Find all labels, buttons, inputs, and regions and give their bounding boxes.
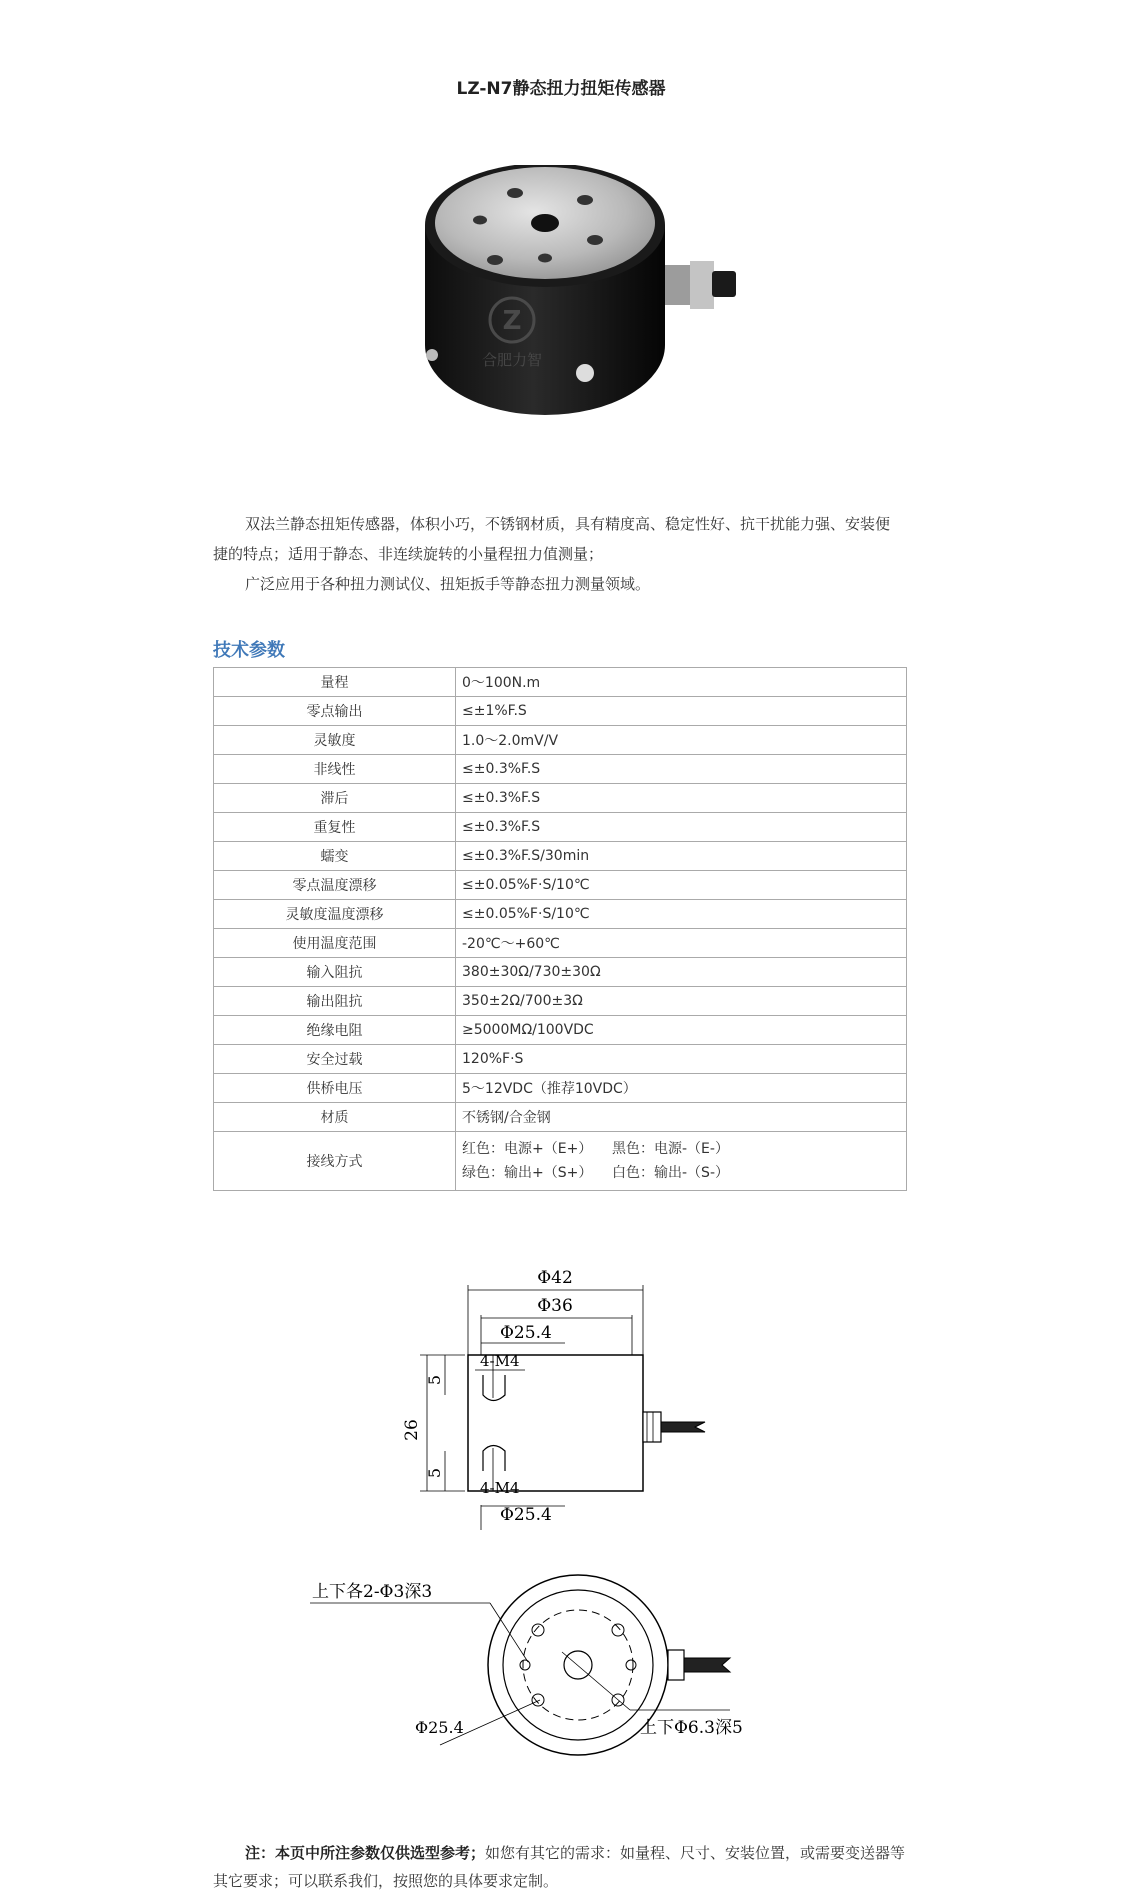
spec-value: 5～12VDC（推荐10VDC）: [456, 1074, 907, 1103]
wire-green: 绿色：输出+（S+）: [462, 1165, 593, 1181]
side-view-drawing: [375, 1230, 735, 1530]
wire-red: 红色：电源+（E+）: [462, 1141, 593, 1157]
spec-value: 1.0～2.0mV/V: [456, 726, 907, 755]
center-hole: [531, 214, 559, 232]
spec-value: ≤±0.3%F.S: [456, 755, 907, 784]
watermark-text: 合肥力智: [481, 351, 543, 369]
spec-row: [214, 726, 907, 755]
spec-row: [214, 1103, 907, 1132]
label-holes: 上下各2-Φ3深3: [312, 1582, 433, 1602]
note-text: 如您有其它的需求：如量程、尺寸、安装位置，或需要变送器等其它要求；可以联系我们，按照您的具体要求定制。: [213, 1844, 906, 1890]
spec-row: [214, 784, 907, 813]
spec-key: 灵敏度温度漂移: [214, 900, 456, 929]
label-d254: Φ25.4: [415, 1718, 464, 1737]
spec-key: 滞后: [214, 784, 456, 813]
note-bold: 注：本页中所注参数仅供选型参考；: [245, 1844, 486, 1862]
dim-d42: Φ42: [537, 1268, 573, 1288]
dim-m4-bot: 4-M4: [480, 1479, 520, 1497]
spec-value: ≤±0.05%F·S/10℃: [456, 900, 907, 929]
footer-note: [213, 1839, 913, 1895]
spec-table: [213, 667, 907, 1191]
spec-value: ≤±0.3%F.S/30min: [456, 842, 907, 871]
spec-row: [214, 1074, 907, 1103]
spec-key: 材质: [214, 1103, 456, 1132]
spec-row: [214, 987, 907, 1016]
spec-value: ≥5000MΩ/100VDC: [456, 1016, 907, 1045]
spec-value: 350±2Ω/700±3Ω: [456, 987, 907, 1016]
spec-key: 零点温度漂移: [214, 871, 456, 900]
spec-key: 输出阻抗: [214, 987, 456, 1016]
hole-icon: [532, 1624, 544, 1636]
spec-key: 接线方式: [214, 1132, 456, 1191]
intro-paragraph-2: 广泛应用于各种扭力测试仪、扭矩扳手等静态扭力测量领域。: [245, 575, 651, 593]
cable-icon: [712, 271, 736, 297]
spec-row: [214, 697, 907, 726]
spec-row: [214, 668, 907, 697]
intro-text: [213, 509, 903, 599]
spec-row: [214, 1045, 907, 1074]
spec-value-wiring: [456, 1132, 907, 1191]
section-title: 技术参数: [213, 640, 285, 661]
spec-value: ≤±1%F.S: [456, 697, 907, 726]
product-photo: [420, 165, 780, 435]
spec-key: 量程: [214, 668, 456, 697]
spec-value: ≤±0.3%F.S: [456, 813, 907, 842]
spec-value: 不锈钢/合金钢: [456, 1103, 907, 1132]
spec-key: 输入阻抗: [214, 958, 456, 987]
spec-row: [214, 958, 907, 987]
spec-value: ≤±0.3%F.S: [456, 784, 907, 813]
label-center: 上下Φ6.3深5: [640, 1718, 743, 1738]
spec-row: [214, 900, 907, 929]
spec-key: 绝缘电阻: [214, 1016, 456, 1045]
dim-h5-top: 5: [425, 1374, 444, 1386]
spec-key: 蠕变: [214, 842, 456, 871]
top-view-drawing: [300, 1570, 820, 1770]
logo-letter: Z: [502, 306, 522, 336]
wire-white: 白色：输出-（S-）: [612, 1165, 729, 1181]
screw-icon: [576, 364, 594, 382]
spec-row: [214, 813, 907, 842]
spec-key: 重复性: [214, 813, 456, 842]
spec-key: 安全过载: [214, 1045, 456, 1074]
spec-value: 120%F·S: [456, 1045, 907, 1074]
dim-h26: 26: [402, 1419, 422, 1441]
spec-row: [214, 871, 907, 900]
spec-key: 灵敏度: [214, 726, 456, 755]
spec-row-wiring: [214, 1132, 907, 1191]
spec-row: [214, 755, 907, 784]
dim-h5-bot: 5: [425, 1467, 444, 1479]
spec-row: [214, 842, 907, 871]
dim-d254-bot: Φ25.4: [500, 1505, 552, 1525]
connector-icon: [643, 1412, 661, 1442]
center-hole-icon: [564, 1651, 592, 1679]
spec-value: -20℃～+60℃: [456, 929, 907, 958]
spec-value: ≤±0.05%F·S/10℃: [456, 871, 907, 900]
spec-row: [214, 1016, 907, 1045]
wire-black: 黑色：电源-（E-）: [612, 1141, 729, 1157]
page-title: LZ-N7静态扭力扭矩传感器: [456, 79, 666, 99]
dim-d254-top: Φ25.4: [500, 1323, 552, 1343]
spec-value: 380±30Ω/730±30Ω: [456, 958, 907, 987]
dim-m4-top: 4-M4: [480, 1352, 520, 1370]
dim-d36: Φ36: [537, 1296, 573, 1316]
intro-paragraph-1: 双法兰静态扭矩传感器，体积小巧，不锈钢材质，具有精度高、稳定性好、抗干扰能力强、安装便捷的特点；适用于静态、非连续旋转的小量程扭力值测量；: [213, 515, 891, 563]
spec-key: 零点输出: [214, 697, 456, 726]
spec-key: 使用温度范围: [214, 929, 456, 958]
spec-value: 0～100N.m: [456, 668, 907, 697]
spec-key: 非线性: [214, 755, 456, 784]
spec-row: [214, 929, 907, 958]
spec-key: 供桥电压: [214, 1074, 456, 1103]
